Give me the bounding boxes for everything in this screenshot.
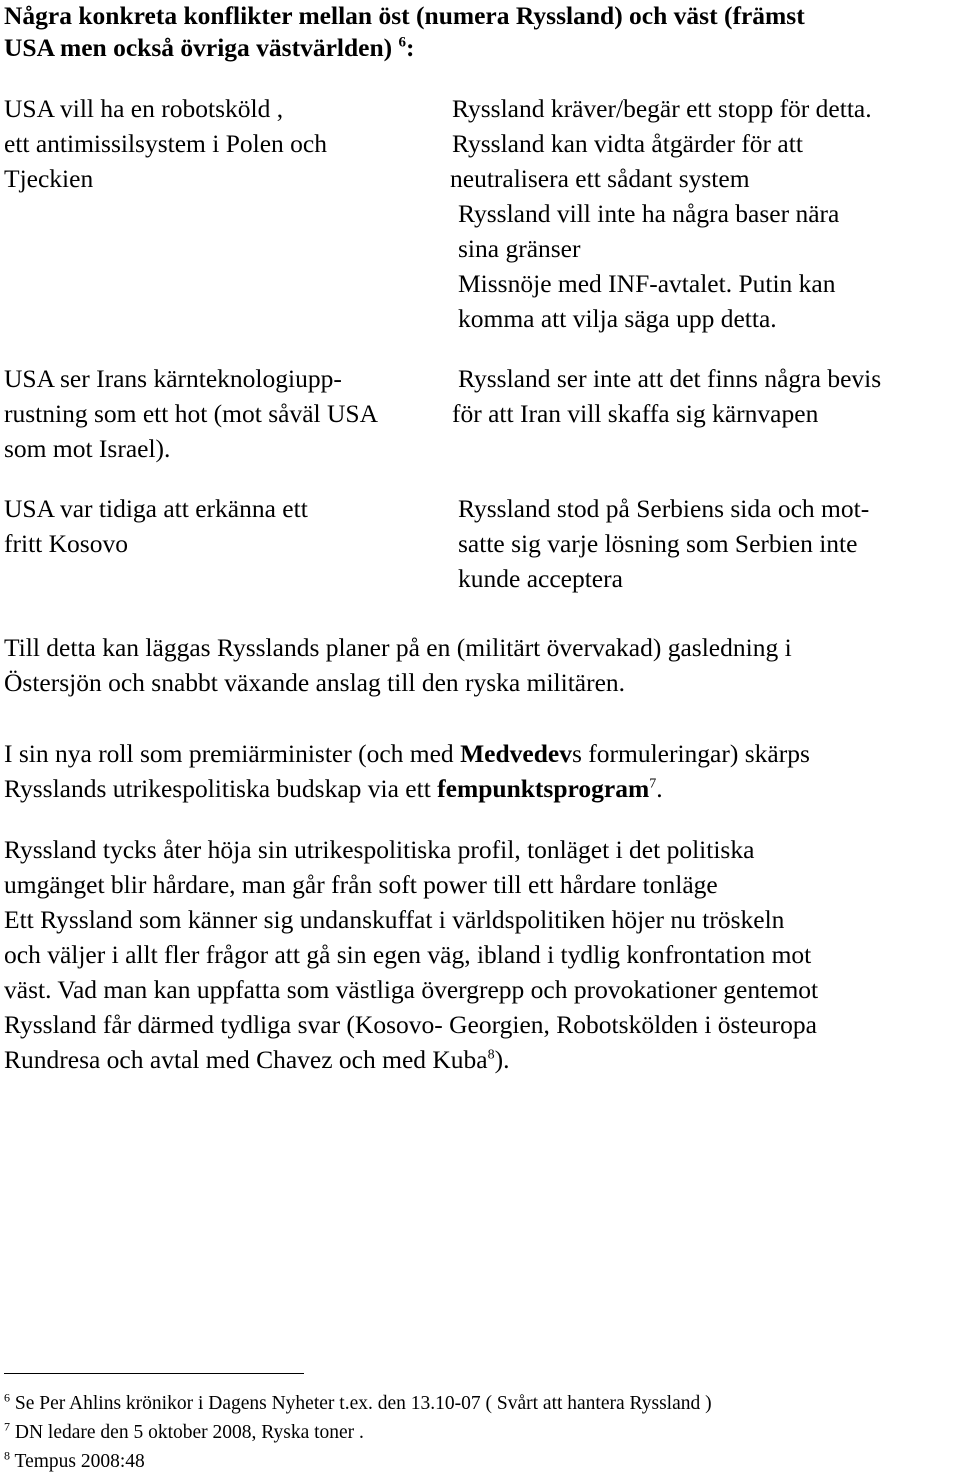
conflict-2-usa-line-2: rustning som ett hot (mot såväl USA [4,399,378,428]
paragraph-five-point-program [4,736,956,806]
paragraph-line [4,771,956,806]
heading-line-2-text: USA men också övriga västvärlden) [4,33,393,62]
paragraph-line: umgänget blir hårdare, man går från soft power till ett hårdare tonläge [4,870,718,899]
conflict-2-usa-line-3: som mot Israel). [4,434,171,463]
conflict-3-russia-line-2: satte sig varje lösning som Serbien inte [458,529,858,558]
text: ). [494,1045,510,1074]
conflict-3-usa-line-2: fritt Kosovo [4,529,128,558]
footnote-number: 7 [4,1419,10,1434]
footnote-text: DN ledare den 5 oktober 2008, Ryska toner . [10,1422,364,1443]
paragraph-line: och väljer i allt fler frågor att gå sin egen väg, ibland i tydlig konfrontation mot [4,940,812,969]
paragraph-line: Ryssland får därmed tydliga svar (Kosovo- Georgien, Robotskölden i östeuropa [4,1010,817,1039]
text: . [656,774,663,803]
heading-line-2 [4,32,415,64]
conflict-3-usa-line-1: USA var tidiga att erkänna ett [4,494,308,523]
paragraph-line [4,736,956,771]
paragraph-line: Ett Ryssland som känner sig undanskuffat i världspolitiken höjer nu tröskeln [4,905,785,934]
text: I sin nya roll som premiärminister (och med [4,739,461,768]
conflict-1-usa-line-1: USA vill ha en robotsköld , [4,94,284,123]
paragraph-line: Östersjön och snabbt växande anslag till den ryska militären. [4,668,626,697]
footnote-ref-7[interactable]: 7 [649,776,657,792]
text: Rysslands utrikespolitiska budskap via ett [4,774,438,803]
conflict-2-russia-line-1: Ryssland ser inte att det finns några bevis [458,364,882,393]
footnote-7 [4,1419,364,1447]
paragraph-gas-pipeline [4,630,956,700]
text: Rundresa och avtal med Chavez och med Kuba [4,1045,488,1074]
footnote-6 [4,1390,712,1418]
conflict-3-russia-line-1: Ryssland stod på Serbiens sida och mot- [458,494,870,523]
conflict-1-russia-line-5: sina gränser [458,234,581,263]
paragraph-line: väst. Vad man kan uppfatta som västliga övergrepp och provokationer gentemot [4,975,819,1004]
heading-line-1: Några konkreta konflikter mellan öst (numera Ryssland) och väst (främst [4,1,805,30]
conflict-2-russia-line-2: för att Iran vill skaffa sig kärnvapen [452,399,819,428]
paragraph-line [4,1042,956,1077]
medvedev-bold: Medvedev [460,739,572,768]
conflict-1-russia-line-1: Ryssland kräver/begär ett stopp för detta. [452,94,872,123]
footnote-text: Se Per Ahlins krönikor i Dagens Nyheter t.ex. den 13.10-07 ( Svårt att hantera Ryssland ) [10,1393,712,1414]
heading-colon: : [406,33,415,62]
footnote-number: 8 [4,1448,10,1463]
footnote-number: 6 [4,1390,10,1405]
footnote-8 [4,1448,145,1476]
conflict-2-usa-line-1: USA ser Irans kärnteknologiupp- [4,364,342,393]
footnote-separator [4,1373,304,1374]
conflict-3-russia-line-3: kunde acceptera [458,564,623,593]
paragraph-line: Ryssland tycks åter höja sin utrikespolitiska profil, tonläget i det politiska [4,835,755,864]
text: s formuleringar) skärps [571,739,810,768]
conflict-1-russia-line-7: komma att vilja säga upp detta. [458,304,777,333]
conflict-1-russia-line-2: Ryssland kan vidta åtgärder för att [452,129,803,158]
footnote-text: Tempus 2008:48 [10,1451,145,1472]
conflict-1-usa-line-2: ett antimissilsystem i Polen och [4,129,327,158]
footnote-ref-6[interactable]: 6 [398,34,407,51]
footnote-ref-8[interactable]: 8 [487,1047,495,1063]
conflict-1-usa-line-3: Tjeckien [4,164,94,193]
paragraph-line: Till detta kan läggas Rysslands planer på en (militärt övervakad) gasledning i [4,633,792,662]
fempunktsprogram-bold: fempunktsprogram [437,774,650,803]
conflict-1-russia-line-4: Ryssland vill inte ha några baser nära [458,199,840,228]
conflict-1-russia-line-6: Missnöje med INF-avtalet. Putin kan [458,269,836,298]
conflict-1-russia-line-3: neutralisera ett sådant system [450,164,750,193]
paragraph-foreign-policy-profile [4,832,956,1077]
